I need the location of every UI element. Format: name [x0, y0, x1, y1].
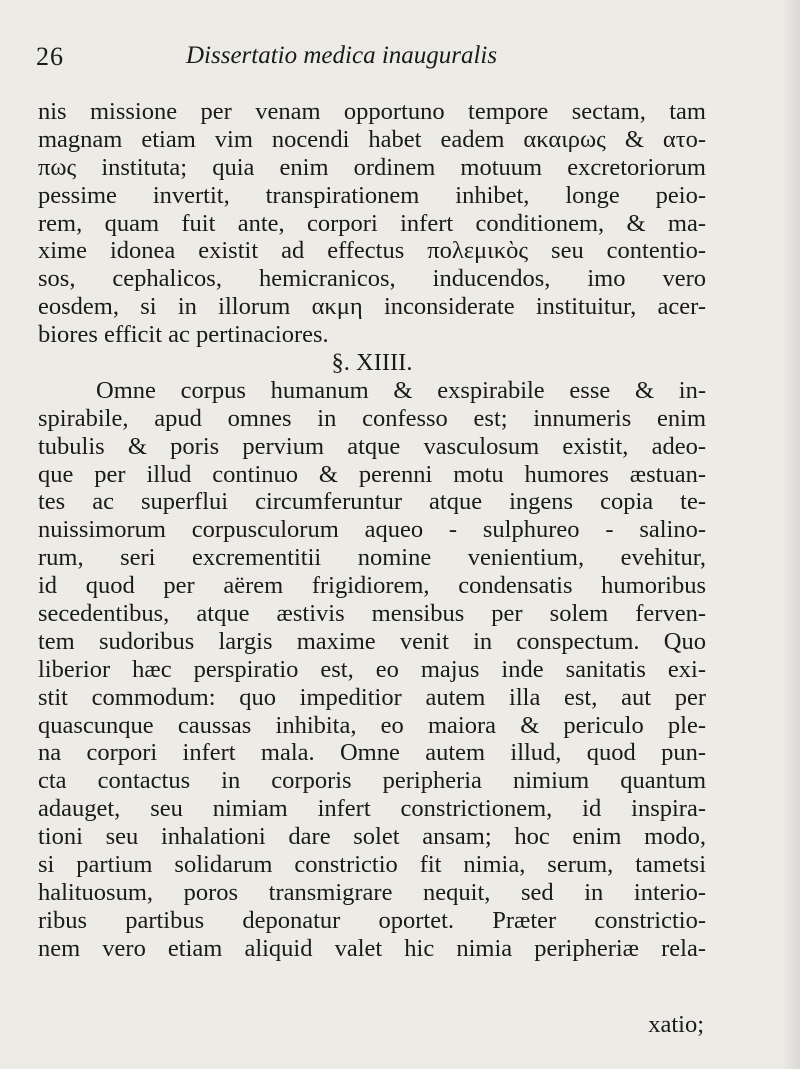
- text-line: stit commodum: quo impeditior autem illa est, aut per: [38, 683, 706, 711]
- text-line: halituosum, poros transmigrare nequit, sed in interio-: [38, 878, 706, 906]
- text-line: magnam etiam vim nocendi habet eadem ακαιρως & ατο-: [38, 125, 706, 153]
- text-line: rum, seri excrementitii nomine venientium, evehitur,: [38, 544, 706, 572]
- text-line: que per illud continuo & perenni motu humores æstuan-: [38, 460, 706, 488]
- text-line: ribus partibus deponatur oportet. Præter constrictio-: [38, 906, 706, 934]
- text-line: eosdem, si in illorum ακμη inconsiderate instituitur, acer-: [38, 293, 706, 321]
- running-title: Dissertatio medica inauguralis: [186, 42, 498, 69]
- text-line: quascunque caussas inhibita, eo maiora & periculo ple-: [38, 711, 706, 739]
- text-line: rem, quam fuit ante, corpori infert conditionem, & ma-: [38, 209, 706, 237]
- page-edge-shadow: [782, 0, 800, 1069]
- text-line: secedentibus, atque æstivis mensibus per solem ferven-: [38, 600, 706, 628]
- section-heading: §. XIIII.: [331, 349, 413, 377]
- text-line: biores efficit ac pertinaciores.: [38, 321, 329, 349]
- text-line: tem sudoribus largis maxime venit in conspectum. Quo: [38, 627, 706, 655]
- text-line: sos, cephalicos, hemicranicos, inducendos, imo vero: [38, 265, 706, 293]
- text-line: cta contactus in corporis peripheria nimium quantum: [38, 767, 706, 795]
- text-line: pessime invertit, transpirationem inhibet, longe peio-: [38, 181, 706, 209]
- page-number: 26: [36, 42, 64, 71]
- body-text: [38, 98, 706, 963]
- text-line: nem vero etiam aliquid valet hic nimia peripheriæ rela-: [38, 934, 706, 962]
- text-line: tioni seu inhalationi dare solet ansam; hoc enim modo,: [38, 823, 706, 851]
- text-line: adauget, seu nimiam infert constrictionem, id inspira-: [38, 795, 706, 823]
- text-line: liberior hæc perspiratio est, eo majus inde sanitatis exi-: [38, 655, 706, 683]
- catchword: xatio;: [648, 1011, 704, 1038]
- text-line: id quod per aërem frigidiorem, condensatis humoribus: [38, 572, 706, 600]
- text-line: xime idonea existit ad effectus πολεμικὸς seu contentio-: [38, 237, 706, 265]
- text-line: nis missione per venam opportuno tempore sectam, tam: [38, 98, 706, 125]
- text-line: na corpori infert mala. Omne autem illud, quod pun-: [38, 739, 706, 767]
- text-line: spirabile, apud omnes in confesso est; innumeris enim: [38, 404, 706, 432]
- text-line: si partium solidarum constrictio fit nimia, serum, tametsi: [38, 851, 706, 879]
- text-line: πως instituta; quia enim ordinem motuum excretoriorum: [38, 153, 706, 181]
- text-line: Omne corpus humanum & exspirabile esse & in-: [96, 376, 706, 404]
- text-line: nuissimorum corpusculorum aqueo - sulphureo - salino-: [38, 516, 706, 544]
- text-line: tes ac superflui circumferuntur atque ingens copia te-: [38, 488, 706, 516]
- page-header: [36, 38, 736, 78]
- text-line: tubulis & poris pervium atque vasculosum existit, adeo-: [38, 432, 706, 460]
